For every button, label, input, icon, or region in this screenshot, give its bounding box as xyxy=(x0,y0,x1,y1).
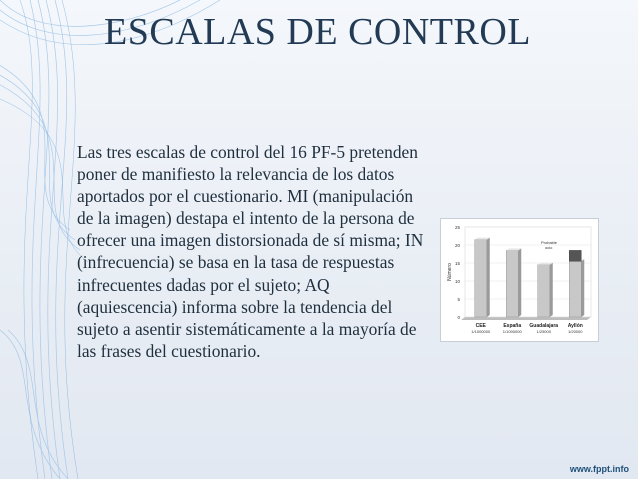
y-tick-label: 10 xyxy=(454,279,460,284)
x-category-sublabel: 1/1000000 xyxy=(502,329,522,334)
legend-label: Probable xyxy=(541,240,558,245)
x-category-sublabel: 1/20000 xyxy=(568,329,583,334)
watermark: www.fppt.info xyxy=(569,464,629,474)
bar-side xyxy=(550,263,553,317)
legend-label: ocio xyxy=(545,245,553,250)
x-category-sublabel: 1/1000000 xyxy=(471,329,491,334)
bar xyxy=(475,240,487,317)
bar-side xyxy=(518,248,521,317)
x-category-label: Ayllón xyxy=(567,323,583,329)
slide-title: ESCALAS DE CONTROL xyxy=(104,11,532,53)
x-category-label: CEE xyxy=(475,323,486,329)
y-tick-label: 5 xyxy=(457,297,460,302)
bar-chart-svg xyxy=(441,219,598,341)
bar-side xyxy=(487,238,490,317)
y-axis-label: Número xyxy=(447,263,453,281)
x-category-sublabel: 1/25000 xyxy=(536,329,551,334)
bar-chart xyxy=(440,218,599,342)
bar xyxy=(506,250,518,317)
y-tick-label: 0 xyxy=(457,315,460,320)
x-category-label: Guadalajara xyxy=(529,323,559,329)
y-tick-label: 20 xyxy=(454,243,460,248)
y-tick-label: 25 xyxy=(454,225,460,230)
bar-side xyxy=(581,259,584,317)
slide-body-text: Las tres escalas de control del 16 PF-5 pretenden poner de manifiesto la relevancia de los datos aportados por el cuestionario. MI (manipulación de la imagen) destapa el intento de la persona de ofrecer una imagen distorsionada de sí misma; IN (infrecuencia) se basa en la tasa de respuestas infrecuentes dadas por el sujeto; AQ (aquiescencia) informa sobre la tendencia del sujeto a asentir sistemáticamente a la mayoría de las frases del cuestionario. xyxy=(77,142,424,361)
chart-floor xyxy=(461,317,591,320)
x-category-label: España xyxy=(503,323,522,329)
y-tick-label: 15 xyxy=(454,261,460,266)
bar-top-segment xyxy=(569,250,581,261)
bar xyxy=(569,261,581,317)
bar xyxy=(538,265,550,317)
